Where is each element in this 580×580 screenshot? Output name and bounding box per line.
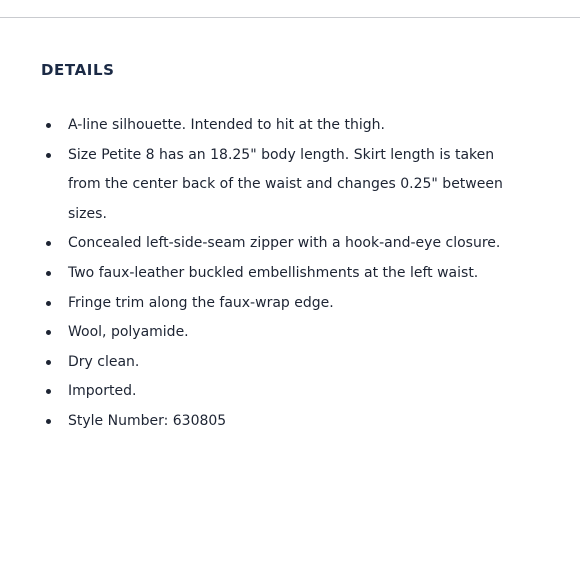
bullet-icon: [46, 301, 51, 306]
list-item: [41, 141, 531, 230]
bullet-icon: [46, 123, 51, 128]
list-item: [41, 111, 531, 141]
list-item: [41, 259, 531, 289]
list-item: [41, 229, 531, 259]
list-item: [41, 289, 531, 319]
list-item-text: Fringe trim along the faux-wrap edge.: [68, 294, 334, 311]
list-item-text: Wool, polyamide.: [68, 324, 189, 341]
list-item-text: Concealed left-side-seam zipper with a hook-and-eye closure.: [68, 235, 501, 252]
list-item-text: Dry clean.: [68, 353, 140, 370]
list-item-text: Style Number: 630805: [68, 412, 227, 429]
list-item-text: A-line silhouette. Intended to hit at the thigh.: [68, 117, 385, 133]
bullet-icon: [46, 271, 51, 276]
top-divider: [0, 17, 580, 18]
details-heading: DETAILS: [41, 61, 115, 79]
bullet-icon: [46, 419, 51, 424]
list-item: [41, 348, 531, 378]
list-item: [41, 318, 531, 348]
list-item-text: Two faux-leather buckled embellishments at the left waist.: [68, 264, 479, 281]
bullet-icon: [46, 330, 51, 335]
bullet-icon: [46, 360, 51, 365]
bullet-icon: [46, 389, 51, 394]
bullet-icon: [46, 241, 51, 246]
bullet-icon: [46, 153, 51, 158]
list-item-text: Imported.: [68, 383, 137, 400]
list-item: [41, 377, 531, 407]
details-list: [41, 111, 531, 437]
list-item: [41, 407, 531, 437]
list-item-text: Size Petite 8 has an 18.25" body length. Skirt length is taken from the center back of the waist and changes 0.25" between sizes.: [68, 146, 503, 222]
